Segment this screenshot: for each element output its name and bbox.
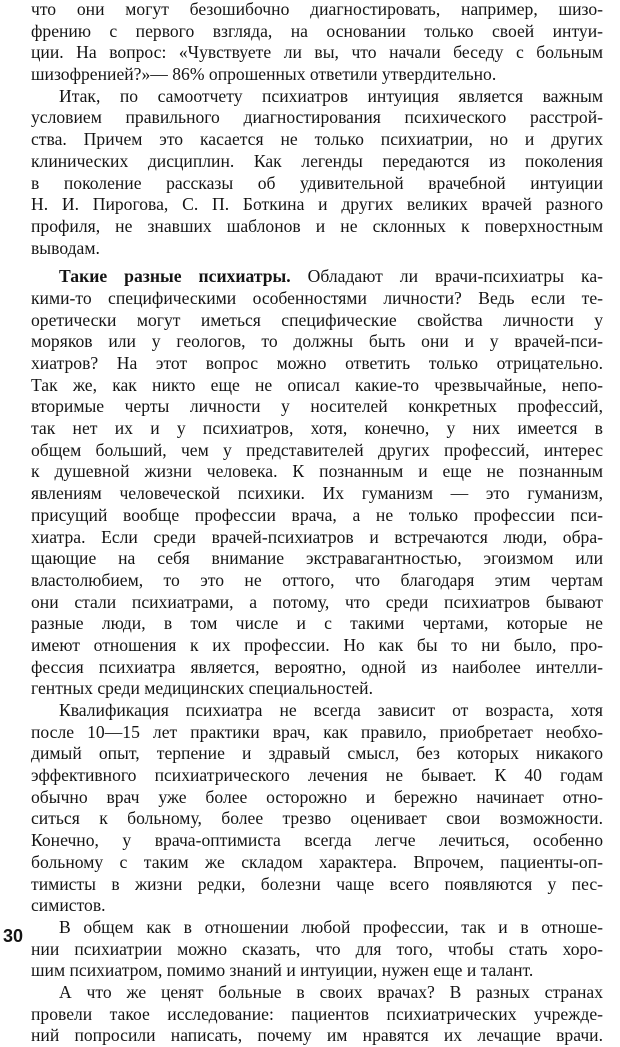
text-line: щающие на себя внимание экстравагантностью, эгоизмом или [31, 548, 603, 569]
text-line: обычно врач уже более осторожно и бережно начинает отно- [31, 786, 603, 807]
text-line: фессия психиатра является, вероятно, одной из наиболее интелли- [31, 656, 603, 677]
text-line: В общем как в отношении любой профессии, так и в отноше- [59, 916, 603, 937]
paragraph-2 [31, 86, 603, 260]
text-line: ции. На вопрос: «Чувствуете ли вы, что начали беседу с больным [31, 42, 603, 63]
text-line: тимисты в жизни редки, болезни чаще всего появляются у пес- [31, 873, 603, 894]
text-line: димый опыт, терпение и здравый смысл, без которых никакого [31, 743, 603, 764]
text-line: Конечно, у врача-оптимиста всегда легче лечиться, особенно [31, 830, 603, 851]
text-line: разные люди, в том числе и с такими чертами, которые не [31, 613, 603, 634]
text-line: больному с таким же складом характера. Впрочем, пациенты-оп- [31, 851, 603, 872]
paragraph-3 [31, 266, 603, 700]
text-line: шим психиатром, помимо знаний и интуиции, нужен еще и талант. [31, 960, 534, 981]
text-line: клинических дисциплин. Как легенды передаются из поколения [31, 150, 603, 171]
text-line: что они могут безошибочно диагностировать, например, шизо- [31, 0, 603, 19]
section-run-in-heading: Такие разные психиатры. [59, 266, 291, 287]
page-number: 30 [3, 926, 24, 946]
text-line: вторимые черты личности у носителей конкретных профессий, [31, 396, 603, 417]
text-line: хиатров? На этот вопрос можно ответить только отрицательно. [31, 353, 603, 373]
text-line: эффективного психиатрического лечения не бывает. К 40 годам [31, 765, 603, 786]
text-line: в поколение рассказы об удивительной врачебной интуиции [31, 172, 603, 193]
text-line: условием правильного диагностирования психического расстрой- [31, 107, 603, 128]
text-line: нии психиатрии можно сказать, что для того, чтобы стать хоро- [31, 938, 603, 959]
text-line: присущий вообще профессии врача, а не только профессии пси- [31, 504, 603, 525]
text-line: ства. Причем это касается не только психиатрии, но и других [31, 129, 603, 150]
paragraph-1 [31, 0, 603, 86]
text-line: выводам. [31, 237, 100, 258]
text-line: явлениям человеческой психики. Их гуманизм — это гуманизм, [31, 483, 603, 504]
text-line: общем больший, чем у представителей других профессий, интерес [31, 439, 603, 460]
text-line: ний попросили написать, почему им нравятся их лечащие врачи. [31, 1025, 603, 1046]
text-line: властолюбием, то это не оттого, что благодаря этим чертам [31, 569, 603, 590]
text-line: хиатра. Если среди врачей-психиатров и встречаются люди, обра- [31, 526, 603, 547]
text-line: имеют отношения к их профессии. Но как бы то ни было, про- [31, 634, 603, 655]
text-line: кими-то специфическими особенностями личности? Ведь если те- [31, 287, 603, 308]
text-line: они стали психиатрами, а потому, что среди психиатров бывают [31, 591, 603, 612]
text-line: Н. И. Пирогова, С. П. Боткина и других великих врачей разного [31, 194, 603, 215]
book-page [31, 0, 603, 1046]
text-line: А что же ценят больные в своих врачах? В разных странах [59, 981, 603, 1002]
text-line: Итак, по самоотчету психиатров интуиция является важным [59, 85, 603, 106]
paragraph-6 [31, 982, 603, 1047]
text-line: после 10—15 лет практики врач, как правило, приобретает необхо- [31, 721, 603, 742]
text-line: Так же, как никто еще не описал какие-то чрезвычайные, непо- [31, 374, 603, 395]
text-line: моряков или у геологов, то должны быть они и у врачей-пси- [31, 331, 603, 352]
text-line: ситься к больному, более трезво оценивает свои возможности. [31, 808, 603, 829]
text-line: оретически могут иметься специфические свойства личности у [31, 309, 603, 330]
text-line-rest: Обладают ли врачи-психиатры ка- [290, 266, 603, 287]
text-line: френию с первого взгляда, на основании только своей интуи- [31, 20, 603, 41]
text-line [31, 266, 603, 288]
text-line: провели такое исследование: пациентов психиатрических учрежде- [31, 1003, 603, 1024]
text-line: профиля, не знавших шаблонов и не склонных к поверхностным [31, 215, 603, 236]
text-line: Квалификация психиатра не всегда зависит от возраста, хотя [59, 700, 603, 720]
paragraph-5 [31, 917, 603, 982]
text-line: так нет их и у психиатров, хотя, конечно, у них имеется в [31, 418, 603, 439]
text-line: к душевной жизни человека. К познанным и еще не познанным [31, 461, 603, 482]
text-line: симистов. [31, 895, 106, 916]
text-line: гентных среди медицинских специальностей. [31, 678, 373, 699]
text-line: шизофренией?»— 86% опрошенных ответили утвердительно. [31, 64, 497, 85]
paragraph-4 [31, 700, 603, 917]
